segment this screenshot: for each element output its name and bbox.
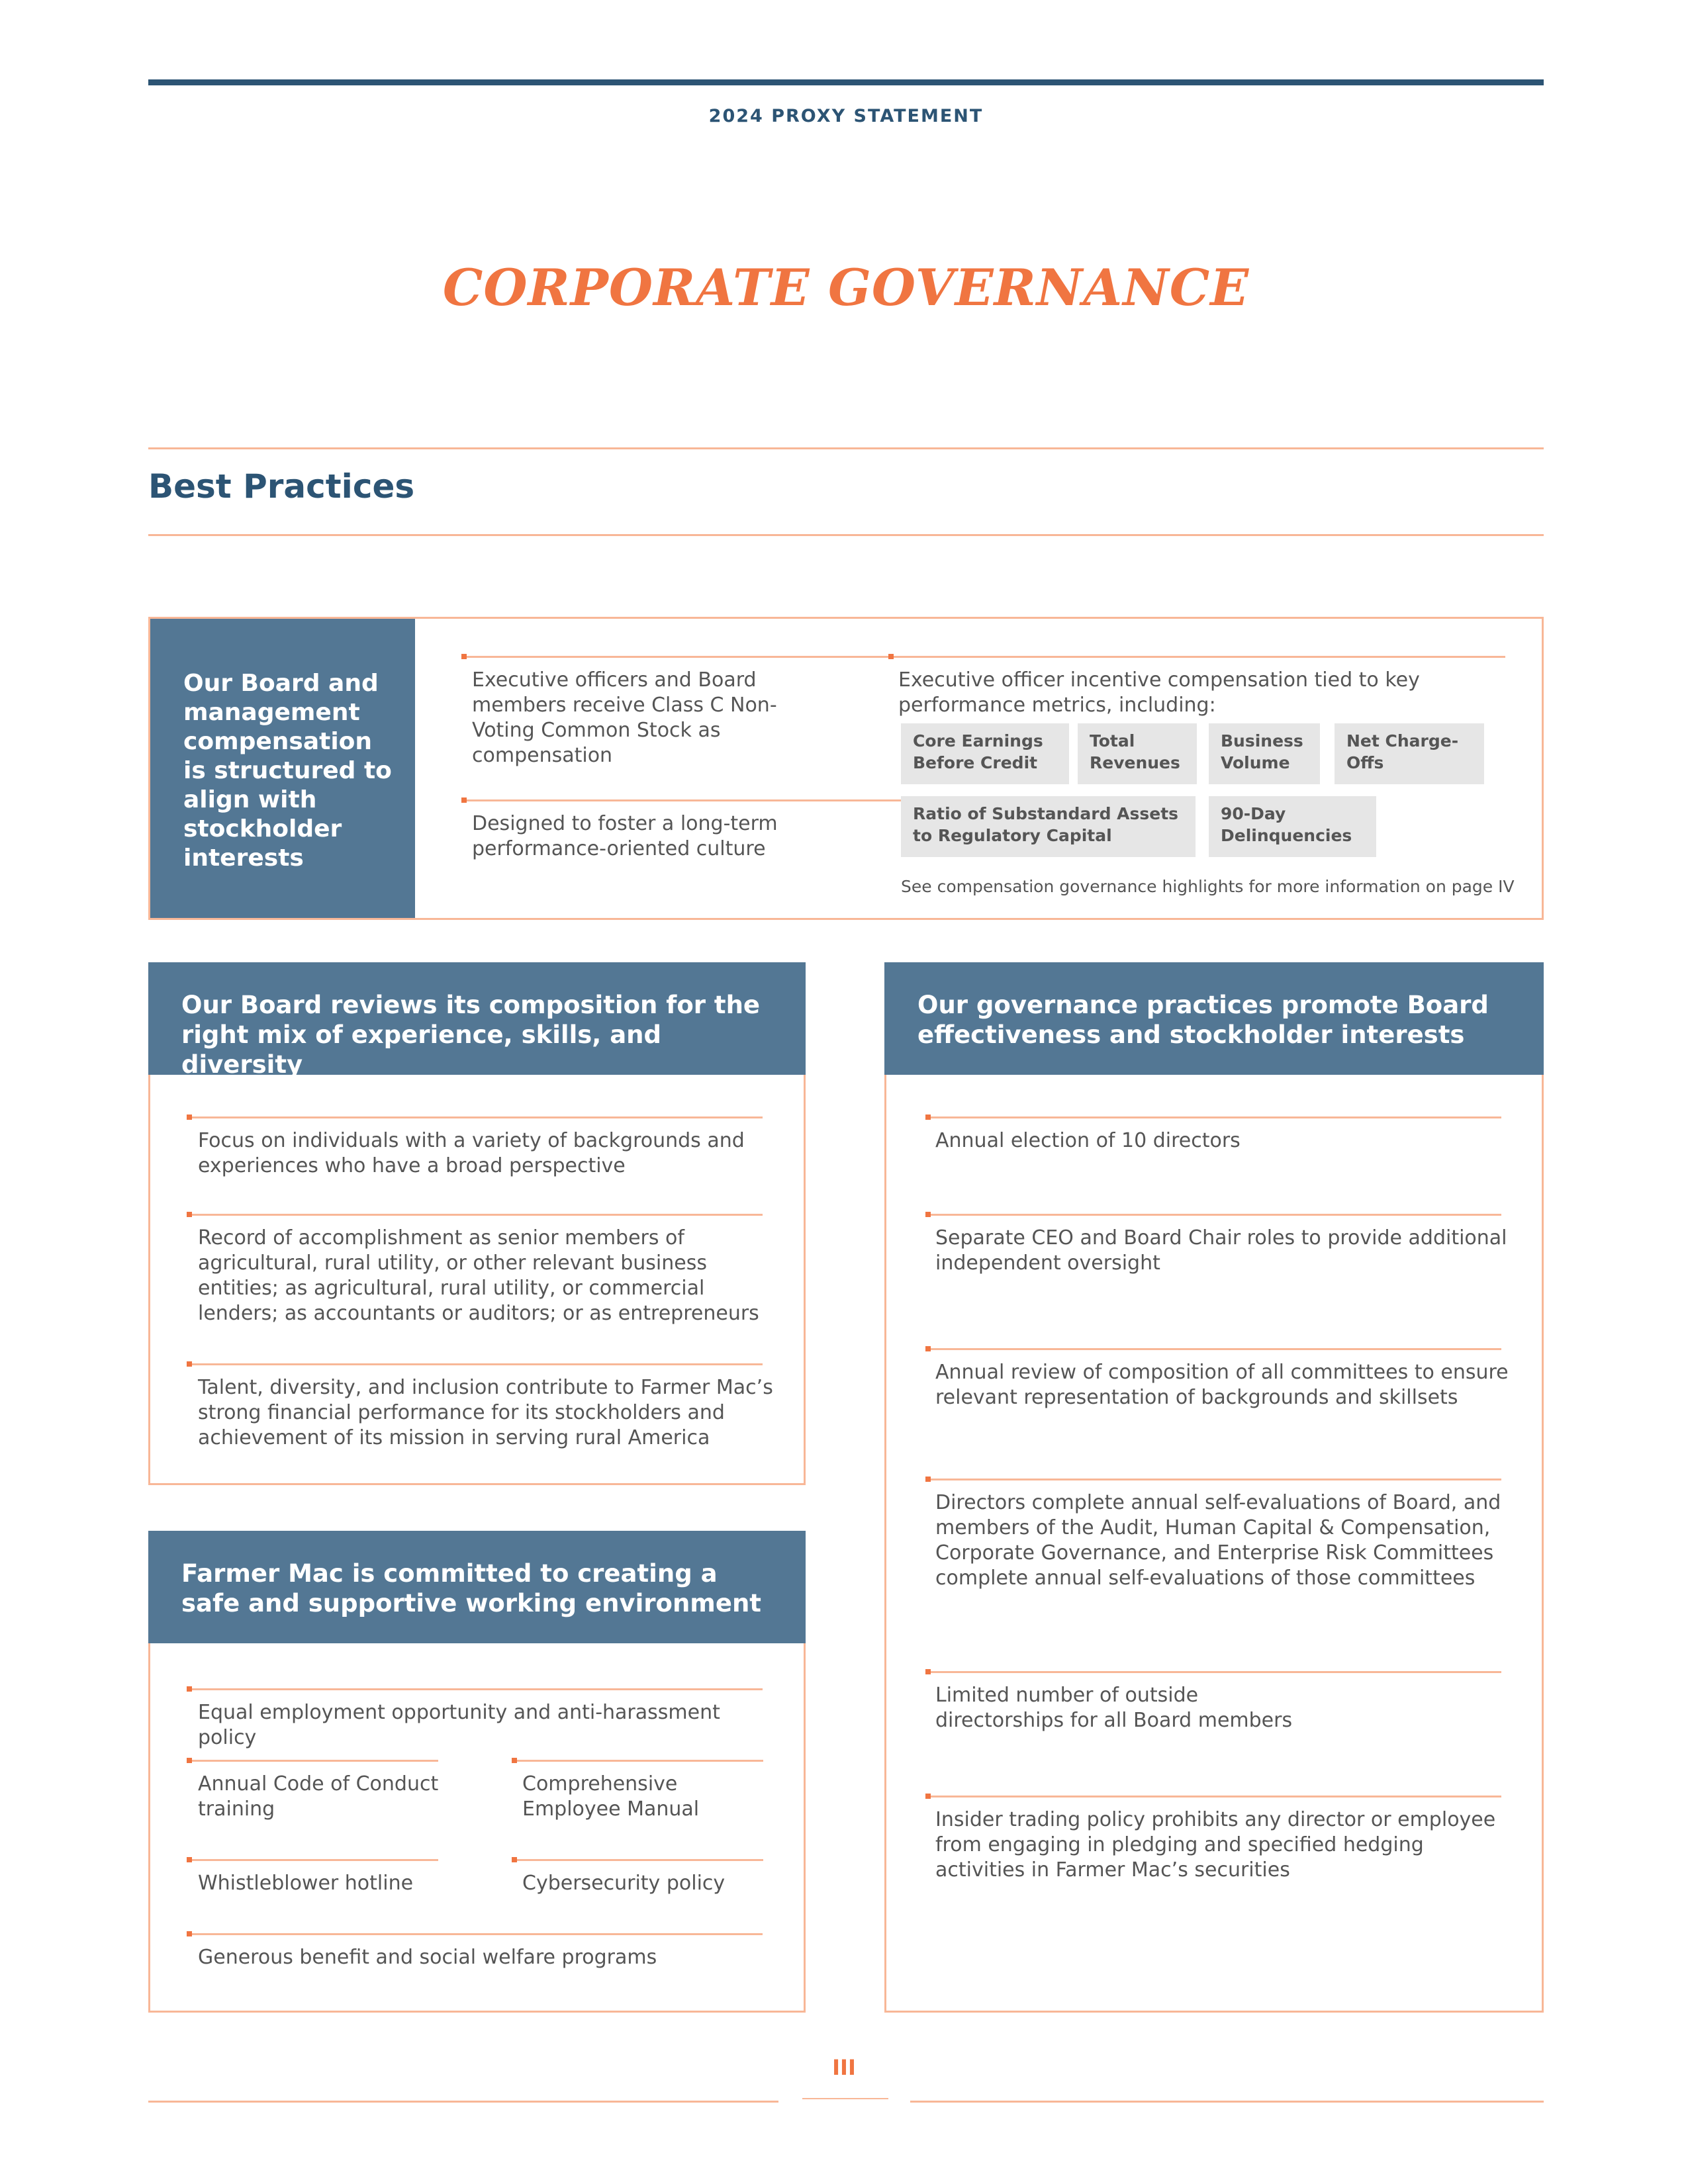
metric-tag: Total Revenues <box>1078 723 1197 784</box>
list-item: Directors complete annual self-evaluations of Board, and members of the Audit, Human Capital & Compensation, Corporate Governance, and Enterprise Risk Committees complete annual self-evaluations of those committees <box>935 1491 1501 1590</box>
bullet-rule <box>461 656 951 658</box>
governance-heading: Our governance practices promote Board effectiveness and stockholder interests <box>884 962 1544 1075</box>
compensation-side-panel <box>150 619 415 918</box>
list-item: Focus on individuals with a variety of backgrounds and experiences who have a broad perspective <box>198 1129 745 1177</box>
bullet-rule <box>925 1479 1501 1480</box>
bullet-rule <box>512 1859 763 1861</box>
metric-tag: Ratio of Substandard Assets to Regulatory Capital <box>901 796 1196 857</box>
footer-rule <box>148 2101 778 2103</box>
compensation-heading: Our Board and management compensation is structured to align with stockholder interests <box>183 670 392 872</box>
metric-tag: Business Volume <box>1209 723 1320 784</box>
bullet-rule <box>925 1116 1501 1118</box>
section-divider <box>148 447 1544 449</box>
bullet-rule <box>187 1214 763 1216</box>
list-item: Annual Code of Conduct training <box>198 1772 439 1821</box>
footer-rule <box>802 2098 888 2099</box>
metric-tag: 90-Day Delinquencies <box>1209 796 1376 857</box>
header-rule <box>148 79 1544 85</box>
list-item: Generous benefit and social welfare programs <box>198 1946 657 1969</box>
list-item: Whistleblower hotline <box>198 1872 414 1895</box>
bullet-rule <box>888 656 1505 658</box>
bullet-rule <box>925 1214 1501 1216</box>
list-item: Insider trading policy prohibits any director or employee from engaging in pledging and specified hedging activities in Farmer Mac’s securities <box>935 1808 1496 1882</box>
list-item: Comprehensive Employee Manual <box>522 1772 700 1821</box>
page-title: CORPORATE GOVERNANCE <box>442 258 1250 317</box>
compensation-box <box>148 617 1544 920</box>
section-title: Best Practices <box>148 467 415 506</box>
list-item: Separate CEO and Board Chair roles to provide additional independent oversight <box>935 1226 1507 1275</box>
bullet-rule <box>187 1859 438 1861</box>
footnote: See compensation governance highlights for more information on page IV <box>901 877 1515 896</box>
board-composition-heading: Our Board reviews its composition for the right mix of experience, skills, and diversity <box>148 962 806 1075</box>
bullet-rule <box>925 1348 1501 1350</box>
footer-rule <box>910 2101 1544 2103</box>
section-divider <box>148 534 1544 536</box>
list-item: Record of accomplishment as senior members of agricultural, rural utility, or other relevant business entities; as agricultural, rural utility, or commercial lenders; as accountants or auditors; or as entrepreneurs <box>198 1226 759 1325</box>
bullet-rule <box>187 1760 438 1762</box>
bullet-rule <box>925 1671 1501 1673</box>
bullet-rule <box>187 1688 763 1690</box>
list-item: Annual election of 10 directors <box>935 1129 1241 1152</box>
list-item: Limited number of outside directorships for all Board members <box>935 1684 1293 1732</box>
document-header: 2024 PROXY STATEMENT <box>708 106 984 126</box>
board-composition-box <box>148 962 806 1485</box>
workplace-box <box>148 1531 806 2013</box>
page-number: III <box>832 2055 856 2080</box>
bullet-rule <box>461 799 951 801</box>
bullet-rule <box>187 1363 763 1365</box>
list-item: Annual review of composition of all committees to ensure relevant representation of backgrounds and skillsets <box>935 1361 1509 1409</box>
metrics-intro: Executive officer incentive compensation tied to key performance metrics, including: <box>898 668 1420 717</box>
bullet-rule <box>187 1116 763 1118</box>
metric-tag: Net Charge-Offs <box>1335 723 1484 784</box>
bullet-rule <box>512 1760 763 1762</box>
list-item: Equal employment opportunity and anti-harassment policy <box>198 1701 720 1749</box>
bullet-rule <box>925 1796 1501 1797</box>
list-item: Designed to foster a long-term performance-oriented culture <box>472 812 778 860</box>
list-item: Cybersecurity policy <box>522 1872 726 1895</box>
workplace-heading: Farmer Mac is committed to creating a safe and supportive working environment <box>148 1531 806 1643</box>
list-item: Talent, diversity, and inclusion contribute to Farmer Mac’s strong financial performance for its stockholders and achievement of its mission in serving rural America <box>198 1376 773 1449</box>
metric-tag: Core Earnings Before Credit <box>901 723 1069 784</box>
bullet-rule <box>187 1933 763 1935</box>
governance-box <box>884 962 1544 2013</box>
list-item: Executive officers and Board members receive Class C Non-Voting Common Stock as compensation <box>472 668 777 767</box>
